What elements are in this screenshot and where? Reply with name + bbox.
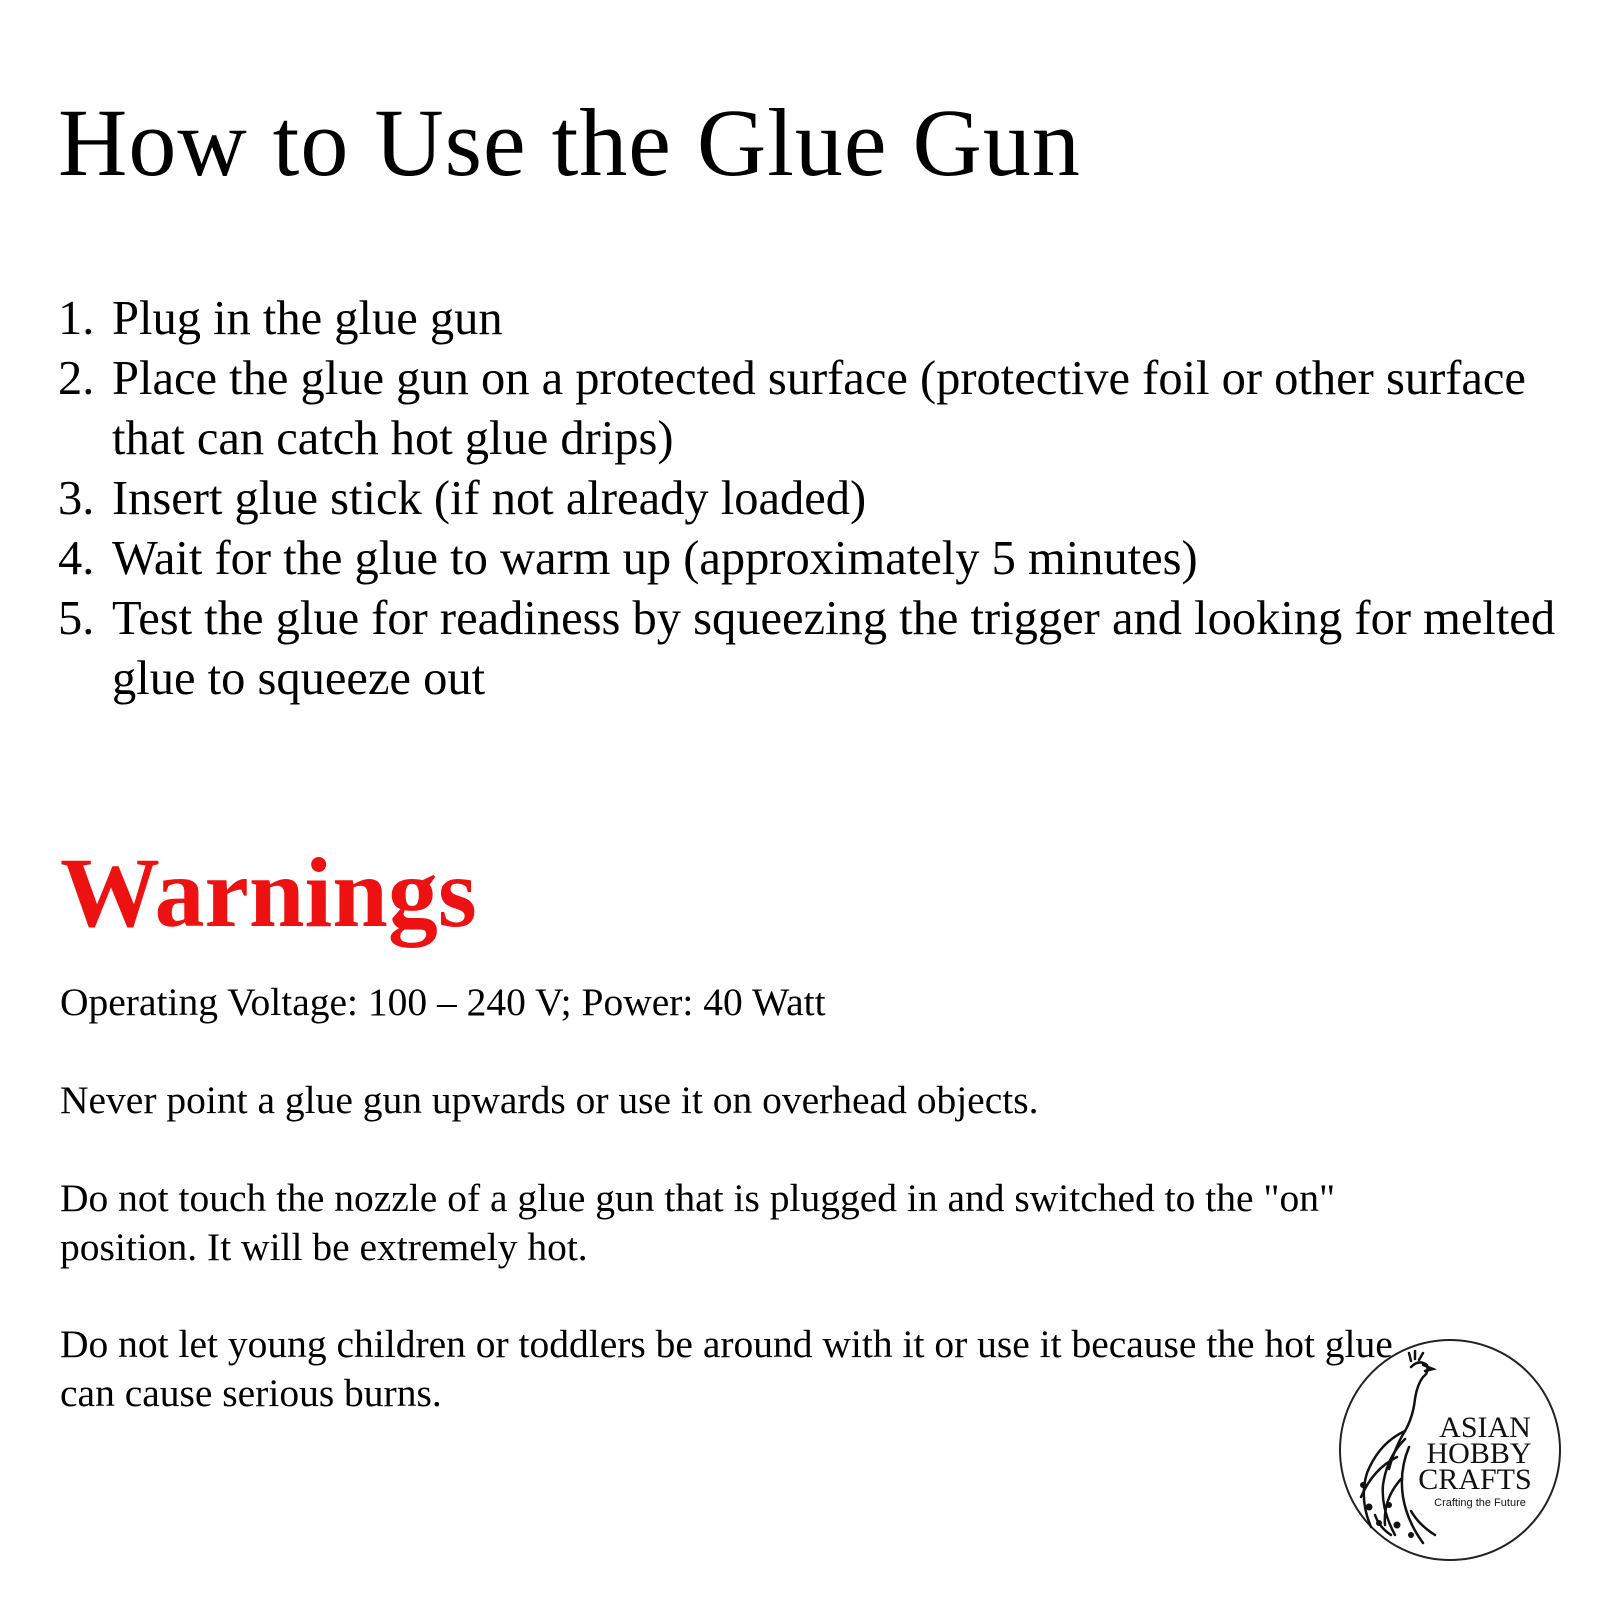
list-item [58,529,1558,589]
list-item [58,349,1558,469]
logo-line-1: ASIAN [1439,1411,1531,1444]
brand-logo [1339,1339,1561,1561]
step-text: Test the glue for readiness by squeezing the trigger and looking for melted glue to squeeze out [112,592,1556,705]
step-number: 2. [58,352,95,405]
step-number: 5. [58,592,95,645]
step-number: 3. [58,472,95,525]
instruction-list [58,289,1558,709]
warning-text: Never point a glue gun upwards or use it on overhead objects. [60,1078,1039,1122]
logo-line-3: CRAFTS [1418,1463,1532,1496]
step-text: Plug in the glue gun [112,292,503,345]
logo-line-2: HOBBY [1426,1437,1532,1470]
step-text: Insert glue stick (if not already loaded) [112,472,867,525]
page-title: How to Use the Glue Gun [58,89,1081,196]
warning-text: Do not touch the nozzle of a glue gun that is plugged in and switched to the "on" position. It will be extremely hot. [60,1176,1336,1269]
warnings-heading: Warnings [60,837,477,948]
list-item [58,589,1558,709]
voltage-spec: Operating Voltage: 100 – 240 V; Power: 40 Watt [60,980,826,1024]
list-item [58,469,1558,529]
list-item [58,289,1558,349]
step-text: Wait for the glue to warm up (approximately 5 minutes) [112,532,1198,585]
warning-text: Do not let young children or toddlers be around with it or use it because the hot glue can cause serious burns. [60,1322,1393,1415]
step-number: 4. [58,532,95,585]
step-text: Place the glue gun on a protected surface (protective foil or other surface that can catch hot glue drips) [112,352,1526,465]
logo-badge [1339,1339,1561,1561]
logo-tagline: Crafting the Future [1434,1497,1526,1509]
step-number: 1. [58,292,95,345]
